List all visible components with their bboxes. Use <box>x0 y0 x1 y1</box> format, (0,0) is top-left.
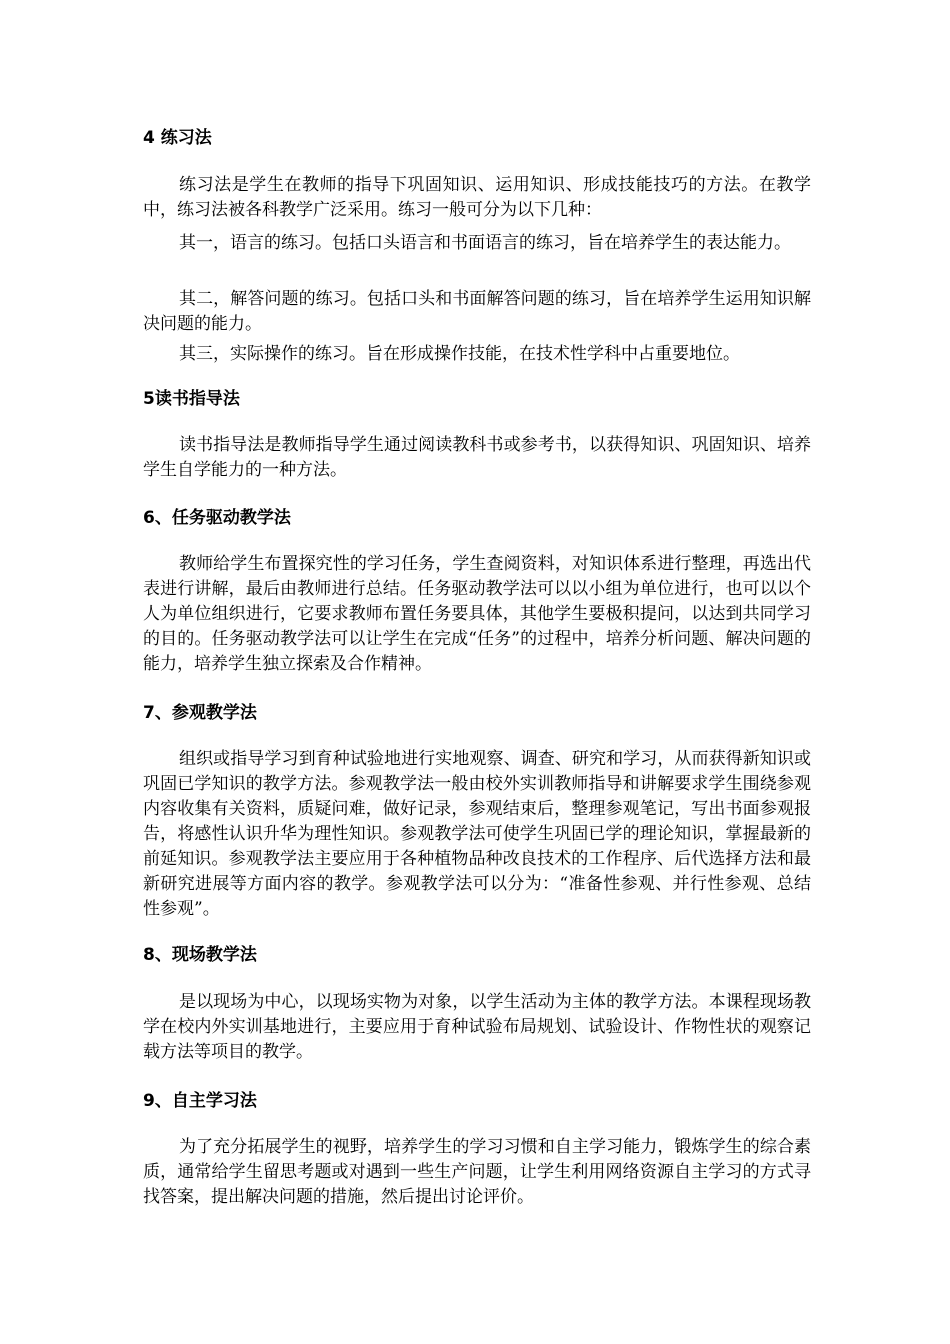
section-heading-9: 9、自主学习法 <box>143 1091 257 1111</box>
section-heading-4: 4 练习法 <box>143 128 212 148</box>
paragraph-8-1: 是以现场为中心，以现场实物为对象，以学生活动为主体的教学方法。本课程现场教学在校内外实训基地进行，主要应用于育种试验布局规划、试验设计、作物性状的观察记载方法等项目的教学。 <box>143 992 811 1062</box>
section-heading-6: 6、任务驱动教学法 <box>143 508 291 528</box>
paragraph-4-1: 练习法是学生在教师的指导下巩固知识、运用知识、形成技能技巧的方法。在教学中，练习法被各科教学广泛采用。练习一般可分为以下几种： <box>143 175 811 220</box>
section-heading-7: 7、参观教学法 <box>143 703 257 723</box>
paragraph-5-1: 读书指导法是教师指导学生通过阅读教科书或参考书，以获得知识、巩固知识、培养学生自学能力的一种方法。 <box>143 435 811 480</box>
paragraph-4-2: 其一，语言的练习。包括口头语言和书面语言的练习，旨在培养学生的表达能力。 <box>179 233 791 253</box>
paragraph-4-4: 其三，实际操作的练习。旨在形成操作技能，在技术性学科中占重要地位。 <box>179 344 740 364</box>
paragraph-4-3: 其二，解答问题的练习。包括口头和书面解答问题的练习，旨在培养学生运用知识解决问题的能力。 <box>143 289 811 334</box>
paragraph-7-1: 组织或指导学习到育种试验地进行实地观察、调查、研究和学习，从而获得新知识或巩固已学知识的教学方法。参观教学法一般由校外实训教师指导和讲解要求学生围绕参观内容收集有关资料，质疑问难，做好记录，参观结束后，整理参观笔记，写出书面参观报告，将感性认识升华为理性知识。参观教学法可使学生巩固已学的理论知识，掌握最新的前延知识。参观教学法主要应用于各种植物品种改良技术的工作程序、后代选择方法和最新研究进展等方面内容的教学。参观教学法可以分为：“准备性参观、并行性参观、总结性参观”。 <box>143 749 811 919</box>
section-heading-8: 8、现场教学法 <box>143 945 257 965</box>
paragraph-6-1: 教师给学生布置探究性的学习任务，学生查阅资料，对知识体系进行整理，再选出代表进行讲解，最后由教师进行总结。任务驱动教学法可以以小组为单位进行，也可以以个人为单位组织进行，它要求教师布置任务要具体，其他学生要极积提问，以达到共同学习的目的。任务驱动教学法可以让学生在完成“任务”的过程中，培养分析问题、解决问题的能力，培养学生独立探索及合作精神。 <box>143 554 811 674</box>
paragraph-9-1: 为了充分拓展学生的视野，培养学生的学习习惯和自主学习能力，锻炼学生的综合素质，通常给学生留思考题或对遇到一些生产问题，让学生利用网络资源自主学习的方式寻找答案，提出解决问题的措施，然后提出讨论评价。 <box>143 1137 811 1207</box>
section-heading-5: 5读书指导法 <box>143 389 240 409</box>
